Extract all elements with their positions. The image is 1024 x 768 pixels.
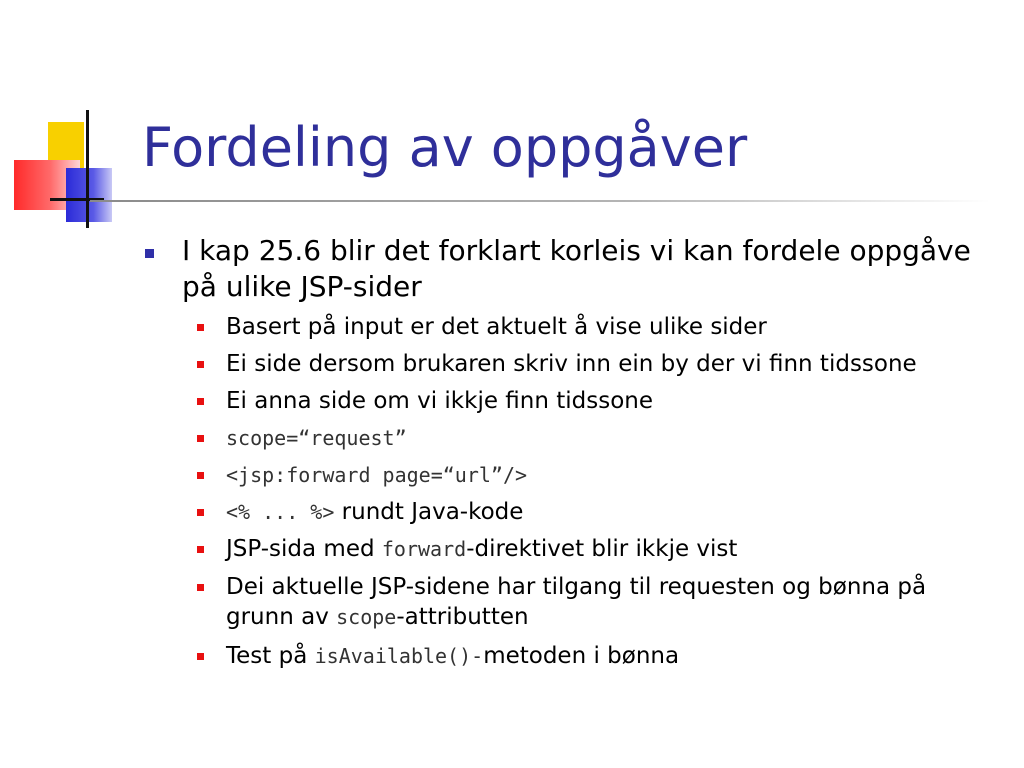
- code-text: isAvailable()-: [314, 644, 484, 668]
- code-text: <jsp:forward page=“url”/>: [226, 463, 528, 487]
- sub-bullet-square-icon: [197, 361, 204, 368]
- code-text: forward: [381, 537, 467, 561]
- sub-bullet-square-icon: [197, 546, 204, 553]
- deco-blue-square: [66, 168, 112, 222]
- bullet-square-icon: [145, 249, 154, 258]
- item-text: rundt Java-kode: [334, 499, 524, 525]
- item-text: metoden i bønna: [483, 643, 680, 669]
- sub-bullet-square-icon: [197, 398, 204, 405]
- sub-bullet-item: [226, 423, 1016, 453]
- item-text: JSP-sida med: [226, 536, 382, 562]
- sub-bullet-item: [226, 497, 1016, 527]
- sub-bullet-item: [226, 460, 1016, 490]
- sub-bullet-square-icon: [197, 509, 204, 516]
- slide-title: Fordeling av oppgåver: [142, 116, 748, 179]
- sub-bullet-item: Ei side dersom brukaren skriv inn ein by der vi finn tidssone: [226, 351, 917, 377]
- sub-bullet-item: Basert på input er det aktuelt å vise ulike sider: [226, 314, 767, 340]
- sub-bullet-square-icon: [197, 584, 204, 591]
- sub-bullet-square-icon: [197, 653, 204, 660]
- code-text: <% ... %>: [226, 500, 335, 524]
- item-text: Dei aktuelle JSP-sidene har tilgang til requesten og bønna på grunn av: [226, 574, 927, 630]
- deco-vertical-line: [86, 110, 89, 228]
- item-text: -attributten: [396, 604, 529, 630]
- sub-bullet-item: [226, 572, 996, 632]
- sub-bullet-item: Ei anna side om vi ikkje finn tidssone: [226, 388, 654, 414]
- sub-bullet-square-icon: [197, 435, 204, 442]
- title-underline: [90, 200, 990, 202]
- sub-bullet-square-icon: [197, 324, 204, 331]
- code-text: scope=“request”: [226, 426, 407, 450]
- bullet-item: I kap 25.6 blir det forklart korleis vi kan fordele oppgåve på ulike JSP-sider: [182, 234, 971, 303]
- item-text: -direktivet blir ikkje vist: [466, 536, 738, 562]
- sub-bullet-item: [226, 641, 1016, 671]
- code-text: scope: [336, 605, 397, 629]
- sub-bullet-item: [226, 534, 1016, 564]
- item-text: Test på: [226, 643, 315, 669]
- sub-bullet-square-icon: [197, 472, 204, 479]
